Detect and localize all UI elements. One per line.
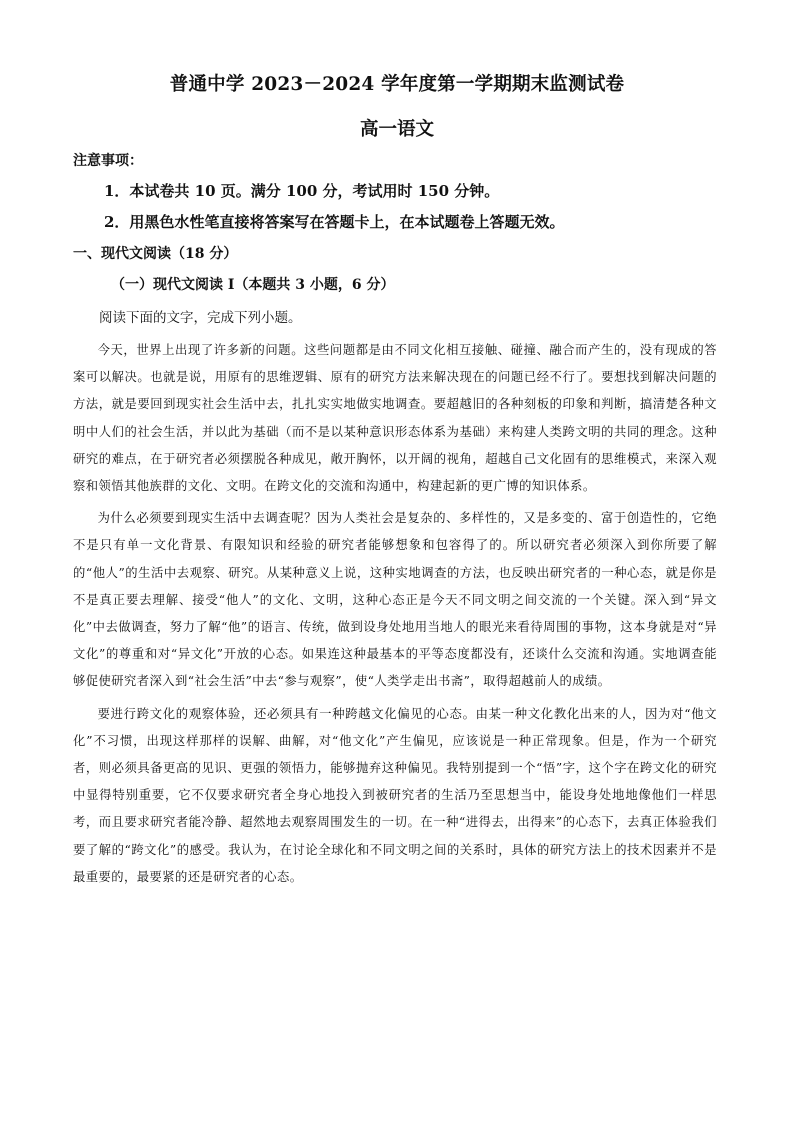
passage-paragraph-2: 为什么必须要到现实生活中去调查呢？因为人类社会是复杂的、多样性的，又是多变的、富于创造性的，它绝不是只有单一文化背景、有限知识和经验的研究者能够想象和包容得了的。所以研究者必须深入到你所要了解的“他人”的生活中去观察、研究。从某种意义上说，这种实地调查的方法，也反映出研究者的一种心态，就是你是不是真正要去理解、接受“他人”的文化、文明，这种心态正是今天不同文明之间交流的一个关键。深入到“异文化”中去做调查，努力了解“他”的语言、传统，做到设身处地用当地人的眼光来看待周围的事物，这本身就是对“异文化”的尊重和对“异文化”开放的心态。如果连这种最基本的平等态度都没有，还谈什么交流和沟通。实地调查能够促使研究者深入到“社会生活”中去“参与观察”，使“人类学走出书斋”，取得超越前人的成绩。	[73, 511, 717, 689]
section-heading: 一、现代文阅读（18 分）	[73, 246, 238, 262]
passage-paragraph-3: 要进行跨文化的观察体验，还必须具有一种跨越文化偏见的心态。由某一种文化教化出来的人，因为对“他文化”不习惯，出现这样那样的误解、曲解，对“他文化”产生偏见，应该说是一种正常现象。但是，作为一个研究者，则必须具备更高的见识、更强的领悟力，能够抛弃这种偏见。我特别提到一个“悟”字，这个字在跨文化的研究中显得特别重要，它不仅要求研究者全身心地投入到被研究者的生活乃至思想当中，能设身处地地像他们一样思考，而且要求研究者能冷静、超然地去观察周围发生的一切。在一种“进得去，出得来”的心态下，去真正体验我们要了解的“跨文化”的感受。我认为，在讨论全球化和不同文明之间的关系时，具体的研究方法上的技术因素并不是最重要的，最要紧的还是研究者的心态。	[73, 706, 717, 884]
subsection-heading: （一）现代文阅读 I（本题共 3 小题，6 分）	[111, 277, 395, 293]
exam-title: 普通中学 2023－2024 学年度第一学期期末监测试卷	[169, 74, 625, 95]
passage-paragraph-1: 今天，世界上出现了许多新的问题。这些问题都是由不同文化相互接触、碰撞、融合而产生的，没有现成的答案可以解决。也就是说，用原有的思维逻辑、原有的研究方法来解决现在的问题已经不行了。要想找到解决问题的方法，就是要回到现实社会生活中去，扎扎实实地做实地调查。要超越旧的各种刻板的印象和判断，搞清楚各种文明中人们的社会生活，并以此为基础（而不是以某种意识形态体系为基础）来构建人类跨文明的共同的理念。这种研究的难点，在于研究者必须摆脱各种成见，敞开胸怀，以开阔的视角，超越自己文化固有的思维模式，来深入观察和领悟其他族群的文化、文明。在跨文化的交流和沟通中，构建起新的更广博的知识体系。	[73, 343, 717, 494]
notice-item-1: 1．本试卷共 10 页。满分 100 分，考试用时 150 分钟。	[104, 182, 500, 200]
reading-passage	[73, 337, 717, 896]
notice-label: 注意事项：	[73, 153, 143, 169]
notice-item-2: 2．用黑色水性笔直接将答案写在答题卡上，在本试题卷上答题无效。	[104, 213, 565, 231]
exam-subject: 高一语文	[359, 119, 434, 140]
reading-instruction: 阅读下面的文字，完成下列小题。	[99, 310, 302, 326]
